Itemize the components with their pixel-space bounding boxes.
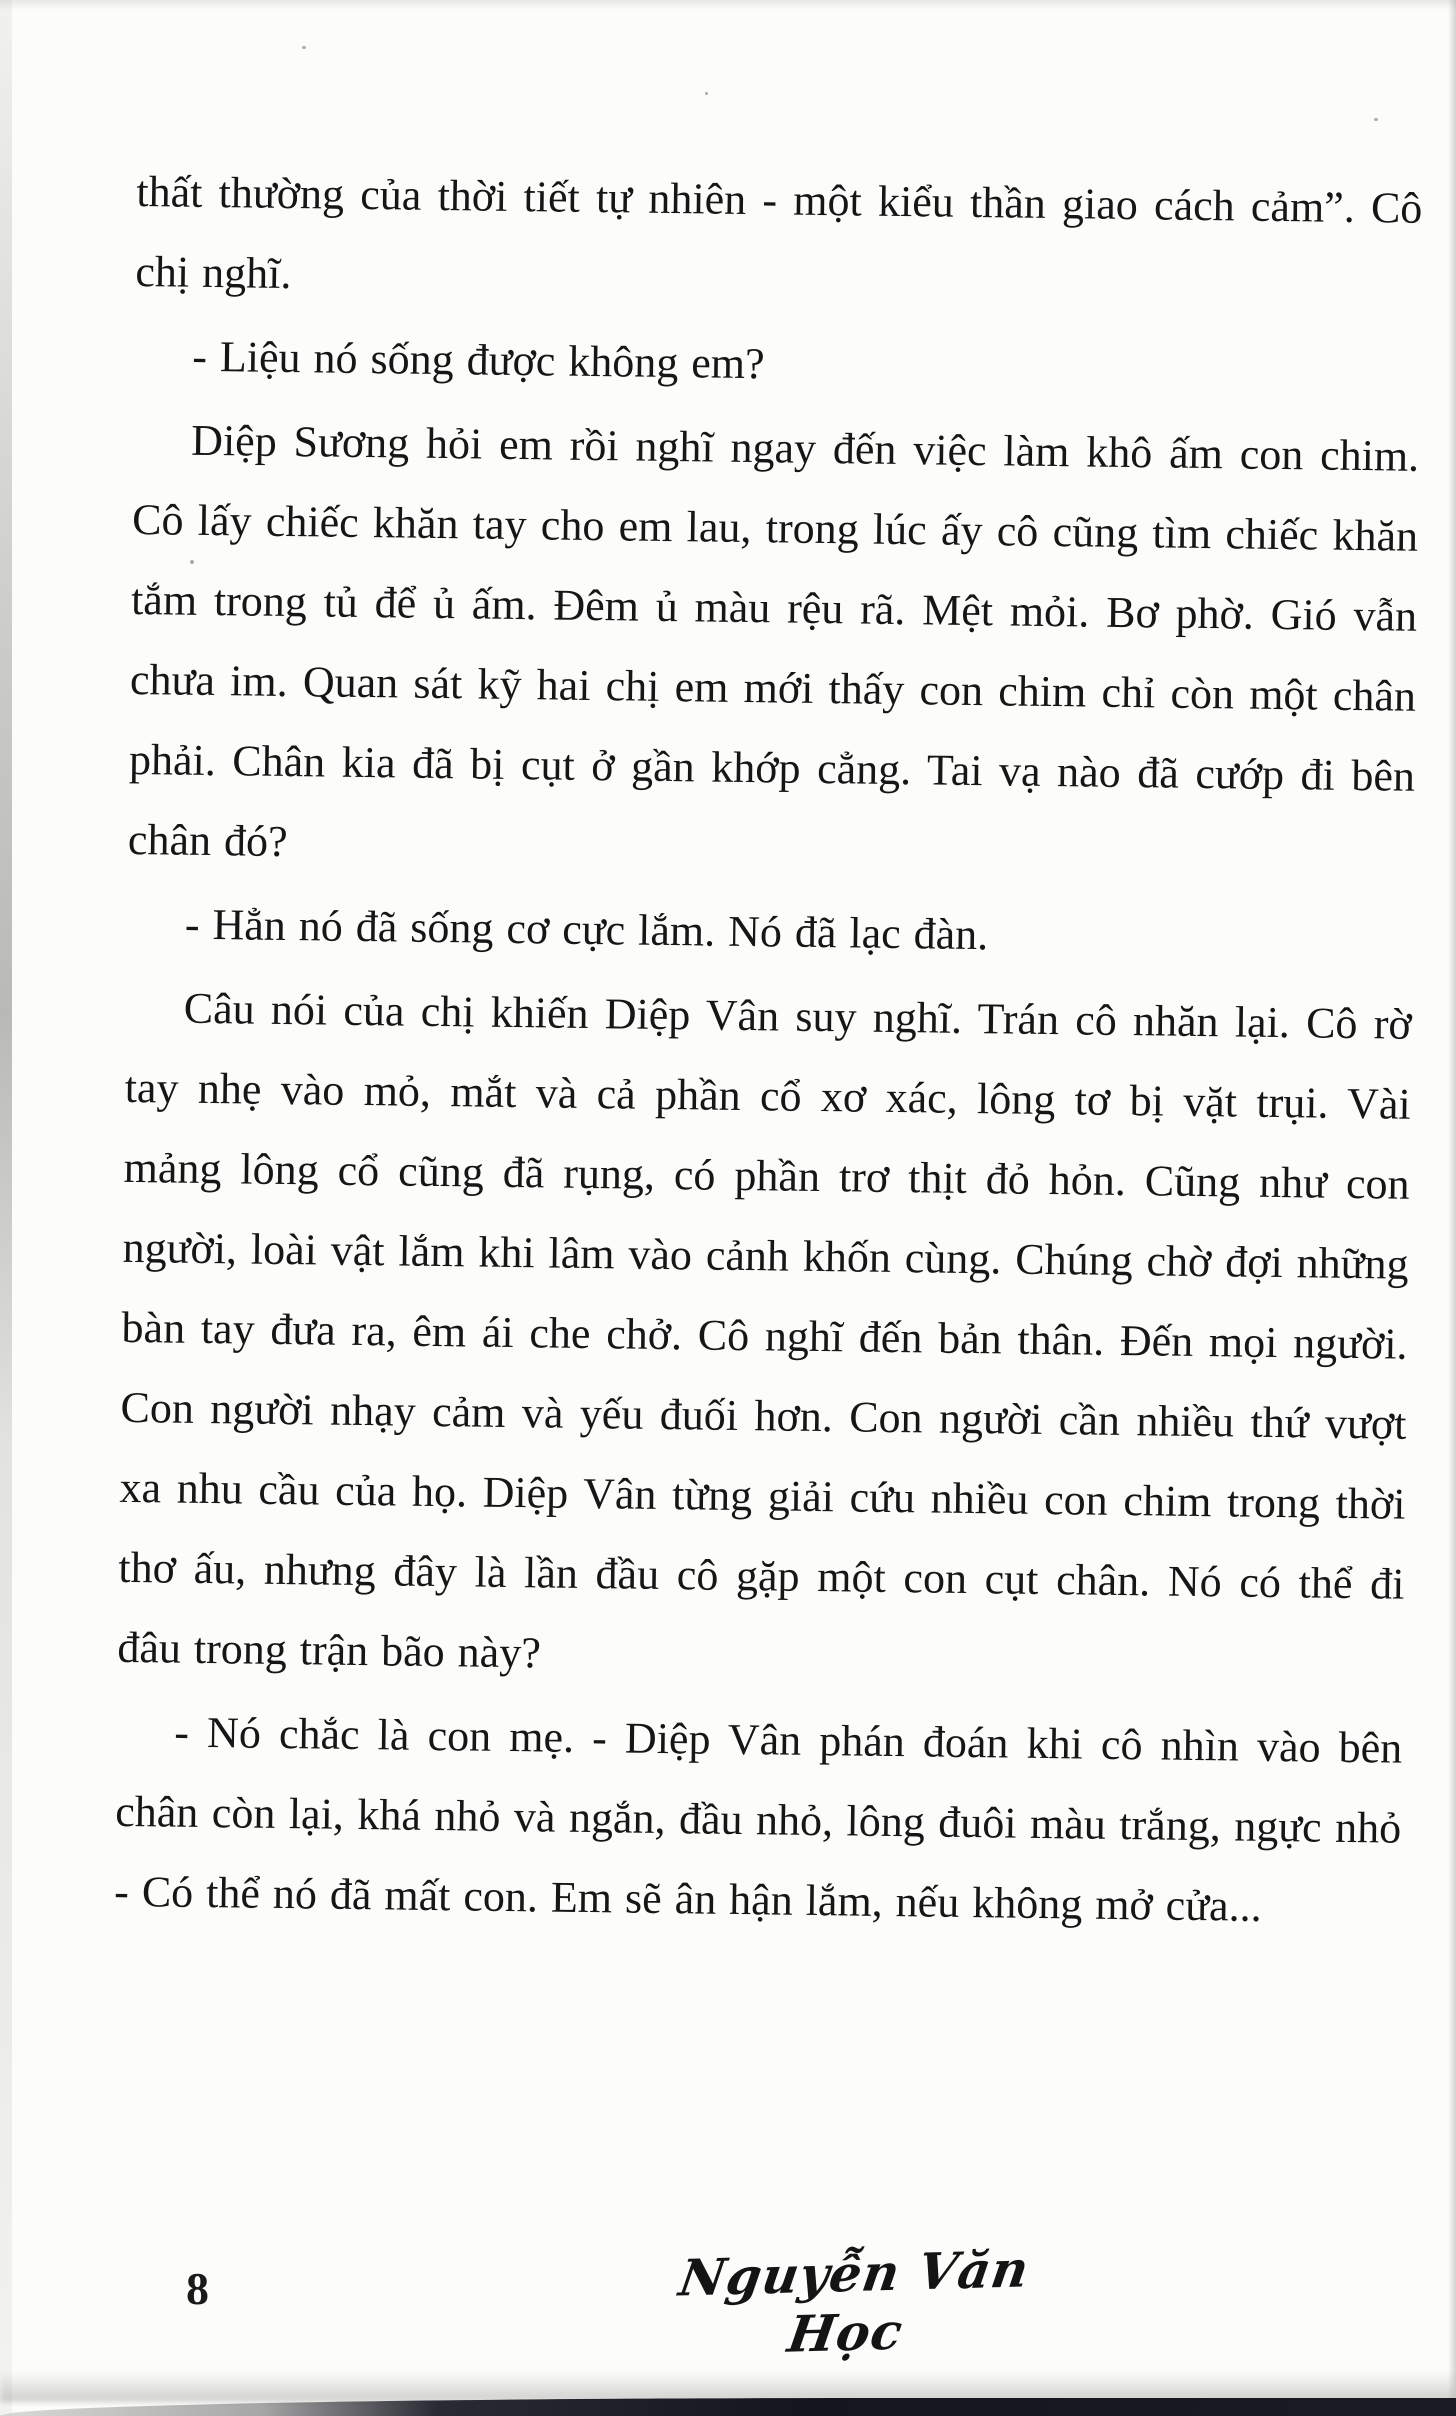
scan-top-shadow (0, 0, 1456, 10)
dialogue-paragraph: - Nó chắc là con mẹ. - Diệp Vân phán đoán khi cô nhìn vào bên chân còn lại, khá nhỏ và ngắn, đầu nhỏ, lông đuôi màu trắng, ngực nhỏ - Có thể nó đã mất con. Em sẽ ân hận lắm, nếu không mở cửa... (113, 1707, 1403, 1931)
paragraph: Diệp Sương hỏi em rồi nghĩ ngay đến việc làm khô ấm con chim. Cô lấy chiếc khăn tay cho em lau, trong lúc ấy cô cũng tìm chiếc khăn tắm trong tủ để ủ ấm. Đêm ủ màu rệu rã. Mệt mỏi. Bơ phờ. Gió vẫn chưa im. Quan sát kỹ hai chị em mới thấy con chim chỉ còn một chân phải. Chân kia đã bị cụt ở gần khớp cẳng. Tai vạ nào đã cướp đi bên chân đó? (127, 415, 1420, 867)
author-signature: Nguyễn Văn Học (675, 2239, 1034, 2364)
scan-left-shadow (0, 0, 12, 2416)
page-number: 8 (186, 2263, 209, 2314)
dialogue-line: - Liệu nó sống được không em? (192, 331, 765, 389)
body-text-block (114, 152, 1423, 1953)
scan-speck (705, 92, 708, 95)
scan-speck (302, 46, 306, 49)
scan-speck (1374, 118, 1378, 121)
dialogue-line: - Hẳn nó đã sống cơ cực lắm. Nó đã lạc đàn. (184, 899, 989, 960)
paragraph-continuation: thất thường của thời tiết tự nhiên - một kiểu thần giao cách cảm”. Cô chị nghĩ. (135, 166, 1423, 299)
scan-right-shadow (1448, 0, 1456, 2416)
paragraph: Câu nói của chị khiến Diệp Vân suy nghĩ. Trán cô nhăn lại. Cô rờ tay nhẹ vào mỏ, mắt và cả phần cổ xơ xác, lông tơ bị vặt trụi. Vài mảng lông cổ cũng đã rụng, có phần trơ thịt đỏ hỏn. Cũng như con người, loài vật lắm khi lâm vào cảnh khốn cùng. Chúng chờ đợi những bàn tay đưa ra, êm ái che chở. Cô nghĩ đến bản thân. Đến mọi người. Con người nhạy cảm và yếu đuối hơn. Con người cần nhiều thứ vượt xa nhu cầu của họ. Diệp Vân từng giải cứu nhiều con chim trong thời thơ ấu, nhưng đây là lần đầu cô gặp một con cụt chân. Nó có thể đi đâu trong trận bão này? (117, 983, 1413, 1678)
